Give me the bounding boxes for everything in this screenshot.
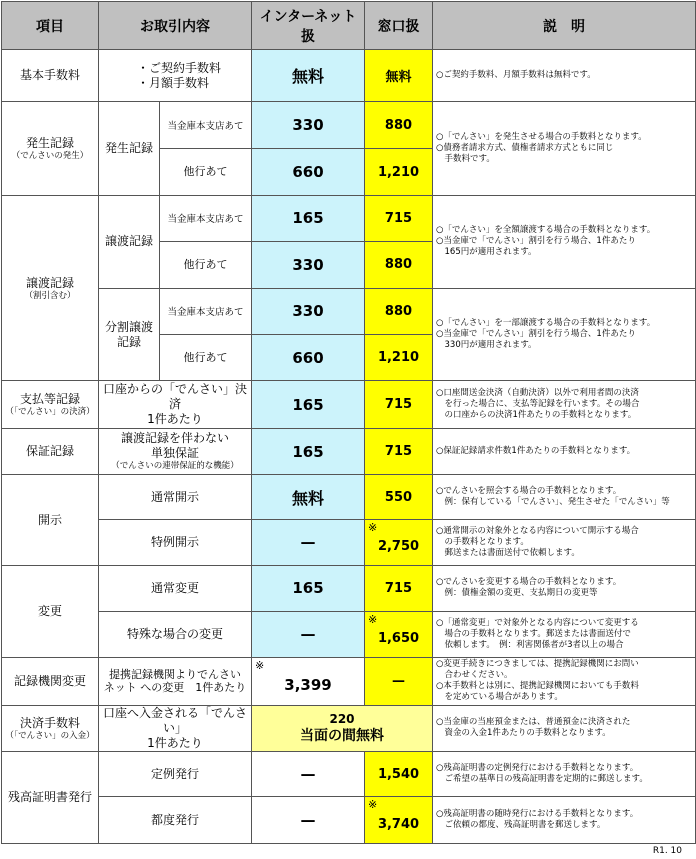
- free-label: 当面の間無料: [300, 727, 384, 744]
- internet-fee: 660: [252, 149, 365, 195]
- row-label: [2, 101, 99, 195]
- counter-fee: 1,540: [365, 752, 433, 797]
- content-cell: 口座へ入金される「でんさい」 1件あたり: [99, 705, 252, 751]
- description: ○「でんさい」を一部譲渡する場合の手数料となります。 ○当金庫で「でんさい」割引を行う場合、1件あたり 330円が適用されます。: [433, 288, 696, 381]
- row-label: [2, 195, 99, 381]
- counter-fee-value: 2,750: [377, 538, 420, 554]
- counter-fee-value: 3,740: [377, 816, 420, 832]
- row-label: [2, 381, 99, 428]
- row-label: 基本手数料: [2, 50, 99, 101]
- description: ○ご契約手数料、月額手数料は無料です。: [433, 50, 696, 101]
- counter-fee: 715: [365, 381, 433, 428]
- row-label: 開示: [2, 475, 99, 566]
- internet-fee: 330: [252, 242, 365, 288]
- table-row: [2, 195, 696, 241]
- header-row: [2, 2, 696, 50]
- table-row: [2, 752, 696, 797]
- description: ○残高証明書の随時発行における手数料となります。 ご依頼の都度、残高証明書を郵送します。: [433, 797, 696, 844]
- row-label-note: （「でんさい」の入金）: [5, 730, 95, 741]
- table-row: [2, 381, 696, 428]
- counter-fee: 無料: [365, 50, 433, 101]
- internet-fee: [252, 657, 365, 705]
- row-label-text: 決済手数料: [19, 715, 80, 730]
- settlement-amount: 220: [329, 711, 355, 726]
- internet-fee: 165: [252, 566, 365, 611]
- counter-fee: [365, 797, 433, 844]
- content-cell: [99, 428, 252, 474]
- content-cell: 発生記録: [99, 101, 160, 195]
- header-counter: 窓口扱: [365, 2, 433, 50]
- content-cell: 分割譲渡 記録: [99, 288, 160, 381]
- internet-fee: 330: [252, 101, 365, 148]
- table-row: [2, 611, 696, 657]
- header-description: 説 明: [433, 2, 696, 50]
- table-row: [2, 657, 696, 705]
- row-label: 残高証明書発行: [2, 752, 99, 844]
- internet-fee: 165: [252, 428, 365, 474]
- description: ○「通常変更」で対象外となる内容について変更する 場合の手数料となります。郵送または書面送付で 依頼します。 例：利害関係者が3者以上の場合: [433, 611, 696, 657]
- note-mark: ※: [255, 658, 265, 672]
- sub-content: 他行あて: [160, 149, 252, 195]
- row-label-note: （でんさいの発生）: [11, 150, 89, 161]
- counter-fee: 880: [365, 101, 433, 148]
- row-label-text: 発生記録: [25, 135, 74, 150]
- content-cell: 特殊な場合の変更: [99, 611, 252, 657]
- sub-content: 他行あて: [160, 242, 252, 288]
- note-mark: ※: [368, 520, 378, 534]
- row-label-text: 譲渡記録: [25, 275, 74, 290]
- note-mark: ※: [368, 612, 378, 626]
- fee-table: [1, 1, 696, 844]
- counter-fee: 1,210: [365, 335, 433, 381]
- table-row: [2, 428, 696, 474]
- content-cell: 提携記録機関よりでんさい ネット への変更 1件あたり: [99, 657, 252, 705]
- table-row: [2, 101, 696, 148]
- settlement-fee: [252, 705, 433, 751]
- counter-fee: 715: [365, 195, 433, 241]
- content-cell: 定例発行: [99, 752, 252, 797]
- description: ○「でんさい」を発生させる場合の手数料となります。 ○債務者請求方式、債権者請求方式ともに同じ 手数料です。: [433, 101, 696, 195]
- row-label: 保証記録: [2, 428, 99, 474]
- table-row: [2, 705, 696, 751]
- table-row: [2, 288, 696, 334]
- row-label-note: （「でんさい」の決済）: [5, 407, 95, 418]
- content-cell: ・ご契約手数料 ・月額手数料: [99, 50, 252, 101]
- description: ○でんさいを照会する場合の手数料となります。 例：保有している「でんさい」、発生させた「でんさい」等: [433, 475, 696, 519]
- counter-fee: 715: [365, 428, 433, 474]
- description: ○残高証明書の定例発行における手数料となります。 ご希望の基準日の残高証明書を定期的に郵送します。: [433, 752, 696, 797]
- row-label: 変更: [2, 566, 99, 658]
- internet-fee: 330: [252, 288, 365, 334]
- internet-fee: —: [252, 519, 365, 565]
- sub-content: 当金庫本支店あて: [160, 101, 252, 148]
- description: ○でんさいを変更する場合の手数料となります。 例：債権金額の変更、支払期日の変更等: [433, 566, 696, 611]
- internet-fee: 165: [252, 195, 365, 241]
- internet-fee: 165: [252, 381, 365, 428]
- content-note: （でんさいの連帯保証的な機能）: [111, 461, 239, 472]
- internet-fee: —: [252, 797, 365, 844]
- table-row: [2, 566, 696, 611]
- content-cell: 通常変更: [99, 566, 252, 611]
- content-cell: 特例開示: [99, 519, 252, 565]
- revision-label: R1. 10: [652, 846, 682, 856]
- header-internet: インターネット扱: [252, 2, 365, 50]
- sub-content: 他行あて: [160, 335, 252, 381]
- row-label: [2, 705, 99, 751]
- content-cell: 都度発行: [99, 797, 252, 844]
- counter-fee: 880: [365, 288, 433, 334]
- internet-fee: 無料: [252, 475, 365, 519]
- table-row: [2, 475, 696, 519]
- counter-fee: 550: [365, 475, 433, 519]
- table-row: [2, 519, 696, 565]
- counter-fee: 715: [365, 566, 433, 611]
- sub-content: 当金庫本支店あて: [160, 195, 252, 241]
- description: ○通常開示の対象外となる内容について開示する場合 の手数料となります。 郵送または書面送付で依頼します。: [433, 519, 696, 565]
- description: ○当金庫の当座預金または、普通預金に決済された 資金の入金1件あたりの手数料となります。: [433, 705, 696, 751]
- table-row: [2, 797, 696, 844]
- counter-fee: [365, 611, 433, 657]
- counter-fee-value: 1,650: [377, 630, 420, 646]
- internet-fee: 660: [252, 335, 365, 381]
- counter-fee: —: [365, 657, 433, 705]
- internet-fee: 無料: [252, 50, 365, 101]
- row-label-text: 支払等記録: [19, 392, 80, 407]
- internet-fee-value: 3,399: [284, 676, 332, 695]
- internet-fee: —: [252, 611, 365, 657]
- content-text: 譲渡記録を伴わない 単独保証: [120, 431, 229, 461]
- counter-fee: 880: [365, 242, 433, 288]
- content-cell: 譲渡記録: [99, 195, 160, 288]
- description: ○保証記録請求件数1件あたりの手数料となります。: [433, 428, 696, 474]
- description: ○「でんさい」を全額譲渡する場合の手数料となります。 ○当金庫で「でんさい」割引を行う場合、1件あたり 165円が適用されます。: [433, 195, 696, 288]
- table-row: [2, 50, 696, 101]
- description: ○口座間送金決済（自動決済）以外で利用者間の決済 を行った場合に、支払等記録を行います。その場合 の口座からの決済1件あたりの手数料となります。: [433, 381, 696, 428]
- note-mark: ※: [368, 798, 378, 812]
- header-item: 項目: [2, 2, 99, 50]
- content-cell: 口座からの「でんさい」決済 1件あたり: [99, 381, 252, 428]
- content-cell: 通常開示: [99, 475, 252, 519]
- internet-fee: —: [252, 752, 365, 797]
- counter-fee: [365, 519, 433, 565]
- row-label: 記録機関変更: [2, 657, 99, 705]
- description: ○変更手続きにつきましては、提携記録機関にお問い 合わせください。 ○本手数料とは別に、提携記録機関においても手数料 を定めている場合があります。: [433, 657, 696, 705]
- row-label-note: （割引含む）: [24, 290, 76, 301]
- header-content: お取引内容: [99, 2, 252, 50]
- counter-fee: 1,210: [365, 149, 433, 195]
- sub-content: 当金庫本支店あて: [160, 288, 252, 334]
